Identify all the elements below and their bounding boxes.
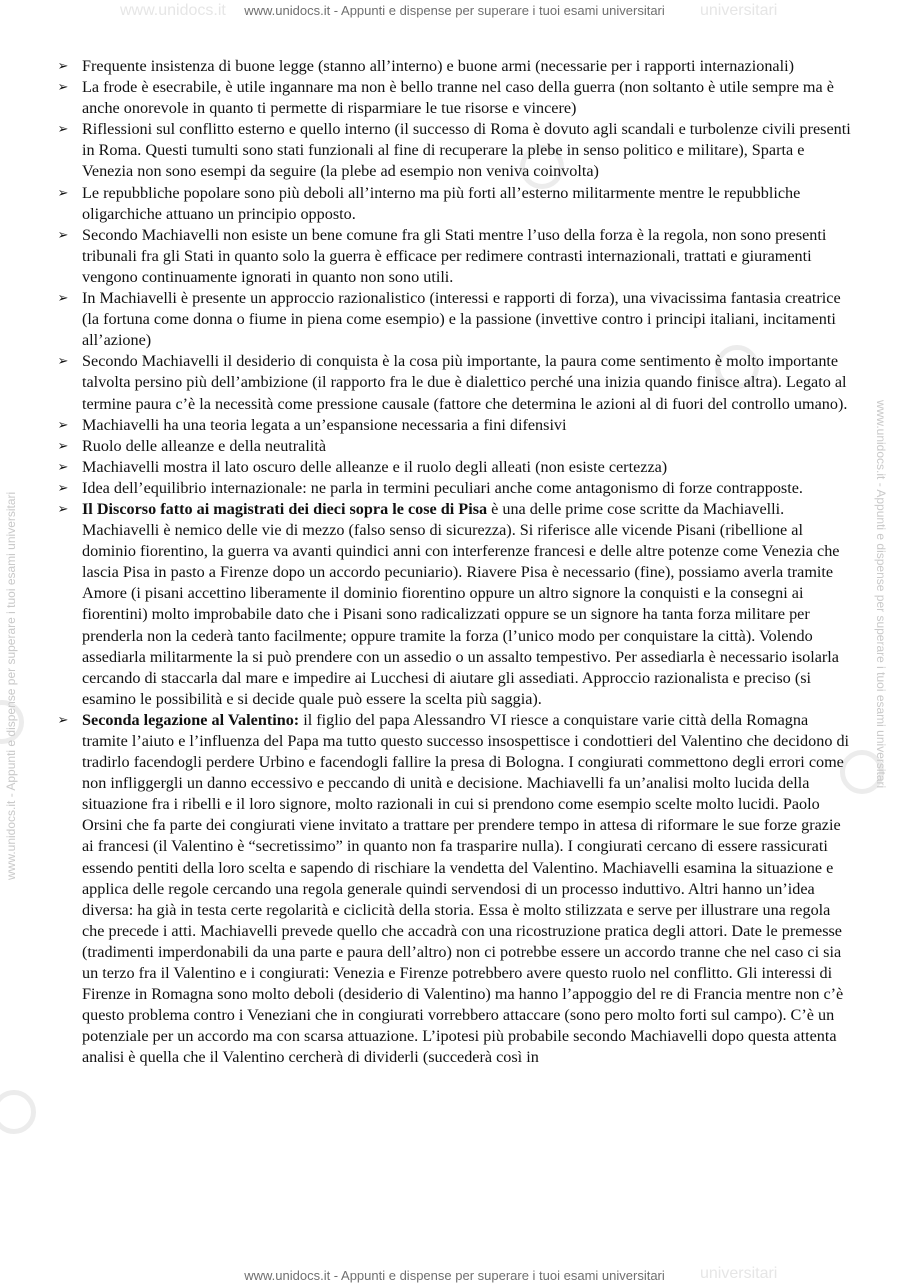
watermark-ghost-top: www.unidocs.it bbox=[120, 2, 226, 19]
arrow-bullet-icon: ➢ bbox=[57, 459, 69, 475]
watermark-footer: www.unidocs.it - Appunti e dispense per superare i tuoi esami universitari bbox=[244, 1268, 665, 1283]
arrow-bullet-icon: ➢ bbox=[57, 438, 69, 454]
watermark-ghost-top-right: universitari bbox=[700, 2, 778, 19]
bullet-text: Secondo Machiavelli il desiderio di conquista è la cosa più importante, la paura come sentimento è molto importante talvolta persino più dell’ambizione (il rapporto fra le due è dialettico perché una inizia quando finisce altra). Legato al termine paura c’è la necessità come pressione causale (fattore che determina le azioni al di fuori del controllo umano). bbox=[82, 352, 848, 413]
bullet-bold: Il Discorso fatto ai magistrati dei dieci sopra le cose di Pisa bbox=[82, 499, 488, 518]
bullet-text: Machiavelli ha una teoria legata a un’espansione necessaria a fini difensivi bbox=[82, 415, 567, 434]
bullet-item bbox=[55, 415, 855, 436]
bullet-item bbox=[55, 183, 855, 225]
bullet-bold: Seconda legazione al Valentino: bbox=[82, 710, 300, 729]
watermark-logo-icon bbox=[0, 1090, 36, 1134]
bullet-text: Ruolo delle alleanze e della neutralità bbox=[82, 436, 327, 455]
watermark-ghost-bottom: universitari bbox=[700, 1265, 778, 1282]
bullet-item bbox=[55, 225, 855, 288]
bullet-item bbox=[55, 119, 855, 182]
bullet-item bbox=[55, 457, 855, 478]
bullet-item bbox=[55, 77, 855, 119]
bullet-text: Frequente insistenza di buone legge (stanno all’interno) e buone armi (necessarie per i rapporti internazionali) bbox=[82, 57, 794, 75]
watermark-header: www.unidocs.it - Appunti e dispense per superare i tuoi esami universitari bbox=[244, 3, 665, 18]
bullet-text: il figlio del papa Alessandro VI riesce a conquistare varie città della Romagna tramite l’aiuto e l’influenza del Papa ma tutto questo successo insospettisce i condottieri del Valentino che decidono di tradirlo facendogli perdere Urbino e facendogli fallire la presa di Bologna. I congiurati commettono degli errori come non infliggergli un danno eccessivo e peccando di unità e decisione. Machiavelli fa un’analisi molto lucida della situazione fra i ribelli e il loro signore, molto razionali in cui si prendono come esempio scelte molto lucidi. Paolo Orsini che fa parte dei congiurati viene invitato a trattare per prendere tempo in attesa di riformare le sue forze grazie ai francesi (il Valentino è “secretissimo” in quanto non fa trasparire nulla). I congiurati cercano di essere rassicurati essendo pentiti della loro scelta e sapendo di rischiare la vendetta del Valentino. Machiavelli esamina la situazione e applica delle regole cercando una regola generale quindi servendosi di un processo induttivo. Altri hanno un’idea diversa: ha già in testa certe regolarità e ciclicità della storia. Essa è molto stilizzata e serve per illustrare una regola che precede i atti. Machiavelli prevede quello che accadrà con una ricostruzione pratica degli attori. Date le premesse (tradimenti imperdonabili da una parte e paura dell’altro) non ci potrebbe essere un accordo tranne che nel caso ci sia un terzo fra il Valentino e i congiurati: Venezia e Firenze potrebbero avere questo ruolo nel conflitto. Gli interessi di Firenze in Romagna sono molto deboli (desiderio di Valentino) ma hanno l’appoggio del re di Francia mentre non c’è questo problema contro i Veneziani che in congiurati vorrebbero attaccare (sono pero molto forti sul campo). C’è un potenziale per un accordo ma con scarsa attuazione. L’ipotesi più probabile secondo Machiavelli dopo questa attenta analisi è quella che il Valentino cercherà di dividerli (succederà così in bbox=[82, 710, 850, 1067]
arrow-bullet-icon: ➢ bbox=[57, 712, 69, 728]
bullet-item bbox=[55, 478, 855, 499]
bullet-item bbox=[55, 499, 855, 710]
bullet-item bbox=[55, 351, 855, 414]
bullet-text: La frode è esecrabile, è utile ingannare ma non è bello tranne nel caso della guerra (non soltanto è utile sempre ma è anche onorevole in quanto ti permette di risparmiare le tue risorse e vincere) bbox=[82, 78, 834, 118]
arrow-bullet-icon: ➢ bbox=[57, 291, 69, 307]
bullet-text: Le repubbliche popolare sono più deboli all’interno ma più forti all’esterno militarmente mentre le repubbliche oligarchiche attuano un principio opposto. bbox=[82, 183, 801, 223]
arrow-bullet-icon: ➢ bbox=[57, 227, 69, 243]
arrow-bullet-icon: ➢ bbox=[57, 501, 69, 517]
arrow-bullet-icon: ➢ bbox=[57, 80, 69, 96]
bullet-item bbox=[55, 56, 855, 77]
watermark-right: www.unidocs.it - Appunti e dispense per superare i tuoi esami universitari bbox=[874, 400, 888, 789]
arrow-bullet-icon: ➢ bbox=[57, 185, 69, 201]
arrow-bullet-icon: ➢ bbox=[57, 480, 69, 496]
document-body bbox=[55, 56, 855, 1069]
bullet-item bbox=[55, 288, 855, 351]
arrow-bullet-icon: ➢ bbox=[57, 59, 69, 74]
bullet-text: Secondo Machiavelli non esiste un bene comune fra gli Stati mentre l’uso della forza è la regola, non sono presenti tribunali fra gli Stati in quanto solo la guerra è efficace per redimere contrasti internazionali, trattati e giuramenti vengono continuamente ignorati in quanto non sono utili. bbox=[82, 225, 827, 286]
bullet-item bbox=[55, 710, 855, 1069]
bullet-text: Machiavelli mostra il lato oscuro delle alleanze e il ruolo degli alleati (non esiste certezza) bbox=[82, 457, 668, 476]
bullet-text: Idea dell’equilibrio internazionale: ne parla in termini peculiari anche come antagonismo di forze contrapposte. bbox=[82, 478, 803, 497]
watermark-left: www.unidocs.it - Appunti e dispense per superare i tuoi esami universitari bbox=[4, 491, 18, 880]
bullet-list bbox=[55, 56, 855, 1069]
arrow-bullet-icon: ➢ bbox=[57, 122, 69, 138]
bullet-text: Riflessioni sul conflitto esterno e quello interno (il successo di Roma è dovuto agli scandali e turbolenze civili presenti in Roma. Questi tumulti sono stati funzionali al fine di recuperare la plebe in senso politico e militare), Sparta e Venezia non sono esempi da seguire (la plebe ad esempio non veniva coinvolta) bbox=[82, 120, 851, 181]
arrow-bullet-icon: ➢ bbox=[57, 354, 69, 370]
bullet-item bbox=[55, 436, 855, 457]
arrow-bullet-icon: ➢ bbox=[57, 417, 69, 433]
bullet-text: è una delle prime cose scritte da Machiavelli. Machiavelli è nemico delle vie di mezzo (falso senso di sicurezza). Si riferisce alle vicende Pisani (ribellione al dominio fiorentino, la guerra va avanti quindici anni con interferenze francesi e delle altre potenze come Venezia che lascia Pisa in pasto a Firenze dopo un accordo pecuniario). Riavere Pisa è necessario (fine), possiamo averla tramite Amore (i pisani accettino liberamente il dominio fiorentino oppure un altro signore la conquisti e la consegni ai fiorentini) molto improbabile dato che i Pisani sono radicalizzati oppure se un signore ha tanta forza militare per prenderla non la cederà tanto facilmente; oppure tramite la forza (l’unico modo per conquistare la città). Volendo assediarla militarmente la si può prendere con un assedio o un assalto tempestivo. Per assediarla è necessario isolarla cercando di staccarla dal mare e impedire ai Lucchesi di aiutare gli assediati. Approccio razionalista e preciso (si esamino le possibilità e si decide quale può essere la scelta più saggia). bbox=[82, 499, 840, 708]
bullet-text: In Machiavelli è presente un approccio razionalistico (interessi e rapporti di forza), una vivacissima fantasia creatrice (la fortuna come donna o fiume in piena come esempio) e la passione (invettive contro i principi italiani, incitamenti all’azione) bbox=[82, 289, 841, 350]
